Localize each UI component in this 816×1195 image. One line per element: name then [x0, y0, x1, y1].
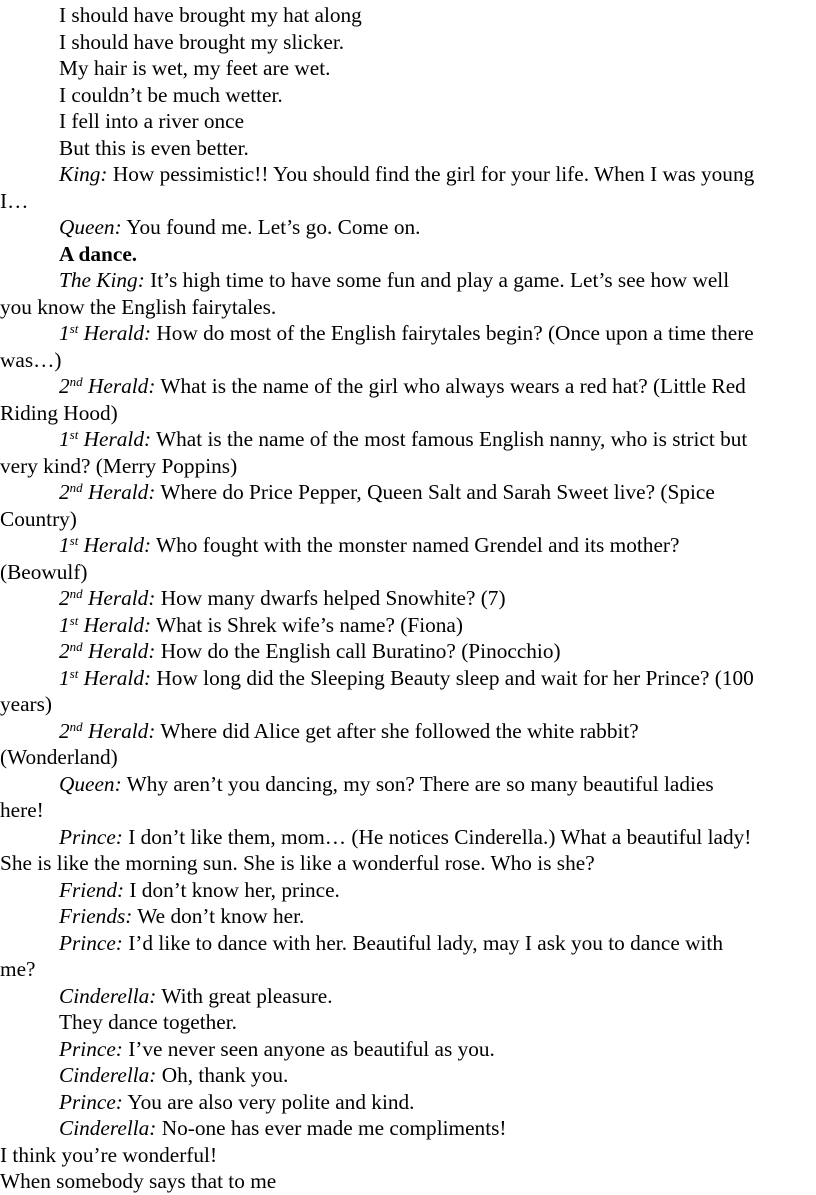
- dialogue-line-friend: [0, 877, 816, 904]
- dialogue-line-queen: [0, 771, 816, 798]
- herald-label: Herald:: [82, 639, 156, 663]
- herald-number: 2: [59, 586, 70, 610]
- speaker-name: [59, 427, 151, 451]
- speaker-name: Friend:: [59, 877, 125, 902]
- dialogue-text: Oh, thank you.: [156, 1063, 289, 1087]
- dialogue-text: How do the English call Buratino? (Pinocchio): [155, 639, 561, 663]
- dialogue-text: What is the name of the most famous English nanny, who is strict but: [151, 427, 748, 451]
- verse-line: I think you’re wonderful!: [0, 1142, 218, 1167]
- herald-label: Herald:: [78, 665, 152, 690]
- herald-number: 1: [59, 533, 70, 557]
- dialogue-continuation: Riding Hood): [0, 400, 118, 425]
- herald-number: 2: [59, 718, 70, 743]
- speaker-name: Queen:: [59, 771, 122, 796]
- dialogue-text: I’ve never seen anyone as beautiful as you.: [122, 1036, 495, 1061]
- dialogue-continuation: Country): [0, 506, 77, 531]
- speaker-name: Queen:: [59, 215, 122, 239]
- dialogue-line-herald: [0, 612, 816, 639]
- dialogue-text: Where do Price Pepper, Queen Salt and Sarah Sweet live? (Spice: [155, 480, 715, 504]
- dialogue-line-prince: [0, 1089, 816, 1116]
- herald-label: Herald:: [82, 374, 156, 398]
- speaker-name: [59, 666, 151, 690]
- herald-label: Herald:: [78, 321, 152, 345]
- herald-number: 1: [59, 427, 70, 451]
- herald-number: 1: [59, 321, 70, 345]
- speaker-name: Prince:: [59, 1036, 123, 1061]
- dialogue-text: No-one has ever made me compliments!: [156, 1116, 507, 1140]
- verse-line: When somebody says that to me: [0, 1169, 277, 1193]
- verse-line: But this is even better.: [59, 135, 249, 160]
- herald-number: 2: [59, 639, 70, 663]
- dialogue-line-herald: [0, 718, 816, 745]
- dialogue-text: I don’t know her, prince.: [124, 877, 340, 902]
- dialogue-line-herald: [0, 426, 816, 453]
- speaker-name: [59, 321, 151, 345]
- speaker-name: Cinderella:: [59, 1063, 157, 1087]
- speaker-name: [59, 639, 155, 663]
- verse-line: I couldn’t be much wetter.: [59, 82, 283, 107]
- dialogue-continuation: I…: [0, 188, 29, 213]
- ordinal-suffix: nd: [69, 586, 83, 601]
- dialogue-text: You are also very polite and kind.: [122, 1089, 415, 1114]
- herald-label: Herald:: [78, 427, 152, 451]
- verse-line: I fell into a river once: [59, 109, 245, 133]
- speaker-name: King:: [59, 162, 108, 186]
- stage-direction: They dance together.: [59, 1010, 237, 1034]
- speaker-name: [59, 480, 155, 504]
- ordinal-suffix: st: [69, 665, 79, 681]
- dialogue-line-cinderella: [0, 1062, 816, 1089]
- dialogue-text: You found me. Let’s go. Come on.: [121, 215, 421, 239]
- speaker-name: Friends:: [59, 904, 133, 928]
- speaker-name: [59, 613, 151, 637]
- dialogue-line-herald: [0, 532, 816, 559]
- speaker-name: The King:: [59, 268, 145, 292]
- dialogue-line-herald: [0, 373, 816, 400]
- dialogue-line-cinderella: [0, 983, 816, 1010]
- dialogue-line-herald: [0, 479, 816, 506]
- verse-line: I should have brought my hat along: [59, 3, 362, 27]
- ordinal-suffix: st: [69, 612, 79, 628]
- stage-direction: A dance.: [59, 241, 138, 266]
- ordinal-suffix: st: [69, 533, 79, 548]
- dialogue-continuation: you know the English fairytales.: [0, 294, 277, 319]
- ordinal-suffix: nd: [69, 374, 83, 389]
- dialogue-continuation: She is like the morning sun. She is like a wonderful rose. Who is she?: [0, 851, 595, 875]
- dialogue-text: What is Shrek wife’s name? (Fiona): [151, 612, 463, 637]
- dialogue-text: It’s high time to have some fun and play a game. Let’s see how well: [144, 268, 730, 292]
- dialogue-line-king: [0, 161, 816, 188]
- dialogue-line-herald: [0, 320, 816, 347]
- dialogue-text: How long did the Sleeping Beauty sleep and wait for her Prince? (100: [151, 665, 754, 690]
- dialogue-text: What is the name of the girl who always wears a red hat? (Little Red: [155, 374, 746, 398]
- dialogue-text: Why aren’t you dancing, my son? There are so many beautiful ladies: [121, 771, 714, 796]
- speaker-name: Cinderella:: [59, 1116, 157, 1140]
- speaker-name: Cinderella:: [59, 983, 157, 1008]
- dialogue-continuation: me?: [0, 957, 36, 981]
- speaker-name: Prince:: [59, 930, 123, 955]
- dialogue-continuation: was…): [0, 347, 62, 372]
- ordinal-suffix: nd: [69, 639, 83, 654]
- dialogue-continuation: (Wonderland): [0, 745, 118, 769]
- dialogue-continuation: (Beowulf): [0, 559, 88, 584]
- dialogue-text: How do most of the English fairytales begin? (Once upon a time there: [151, 321, 754, 345]
- herald-number: 1: [59, 665, 70, 690]
- herald-label: Herald:: [82, 586, 156, 610]
- dialogue-continuation: very kind? (Merry Poppins): [0, 453, 238, 478]
- dialogue-text: How pessimistic!! You should find the girl for your life. When I was young: [107, 162, 755, 186]
- herald-number: 2: [59, 480, 70, 504]
- dialogue-line-prince: [0, 1036, 816, 1063]
- dialogue-text: Who fought with the monster named Grendel and its mother?: [151, 533, 680, 557]
- herald-number: 2: [59, 374, 70, 398]
- speaker-name: [59, 374, 155, 398]
- herald-label: Herald:: [78, 533, 152, 557]
- ordinal-suffix: nd: [69, 718, 83, 734]
- speaker-name: [59, 533, 151, 557]
- herald-label: Herald:: [82, 480, 156, 504]
- dialogue-line-prince: [0, 930, 816, 957]
- speaker-name: Prince:: [59, 1089, 123, 1114]
- dialogue-line-herald: [0, 585, 816, 612]
- ordinal-suffix: st: [69, 321, 79, 336]
- dialogue-continuation: years): [0, 692, 53, 716]
- dialogue-line-the-king: [0, 267, 816, 294]
- dialogue-line-cinderella: [0, 1115, 816, 1142]
- dialogue-text: How many dwarfs helped Snowhite? (7): [155, 586, 506, 610]
- verse-line: My hair is wet, my feet are wet.: [59, 56, 331, 80]
- ordinal-suffix: st: [69, 427, 79, 442]
- dialogue-text: Where did Alice get after she followed the white rabbit?: [155, 718, 639, 743]
- dialogue-line-friends: [0, 903, 816, 930]
- dialogue-line-prince: [0, 824, 816, 851]
- dialogue-line-queen: [0, 214, 816, 241]
- dialogue-text: I don’t like them, mom… (He notices Cinderella.) What a beautiful lady!: [122, 824, 752, 849]
- speaker-name: [59, 586, 155, 610]
- dialogue-text: We don’t know her.: [132, 904, 305, 928]
- herald-label: Herald:: [78, 612, 152, 637]
- dialogue-continuation: here!: [0, 798, 44, 822]
- verse-line: I should have brought my slicker.: [59, 29, 345, 54]
- speaker-name: [59, 719, 155, 743]
- dialogue-text: With great pleasure.: [156, 983, 333, 1008]
- dialogue-line-herald: [0, 665, 816, 692]
- speaker-name: Prince:: [59, 824, 123, 849]
- ordinal-suffix: nd: [69, 480, 83, 495]
- herald-label: Herald:: [82, 718, 156, 743]
- dialogue-text: I’d like to dance with her. Beautiful lady, may I ask you to dance with: [122, 930, 723, 955]
- dialogue-line-herald: [0, 638, 816, 665]
- herald-number: 1: [59, 612, 70, 637]
